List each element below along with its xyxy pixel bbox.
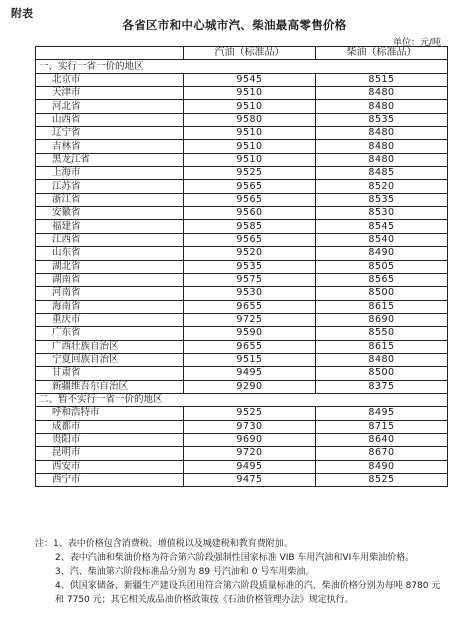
price-table	[35, 46, 448, 487]
gasoline-price-cell: 9655	[184, 340, 316, 353]
gasoline-price-cell: 9655	[184, 300, 316, 313]
unit-label: 单位：元/吨	[392, 38, 441, 48]
region-cell: 海南省	[36, 300, 184, 313]
diesel-price-cell: 8485	[316, 167, 448, 180]
region-cell: 甘肃省	[36, 367, 184, 380]
gasoline-price-cell: 9590	[184, 327, 316, 340]
diesel-price-cell: 8690	[316, 313, 448, 326]
note-3: 3、汽、柴油第六阶段标准品分别为 89 号汽油和 0 号车用柴油。	[55, 567, 315, 577]
gasoline-price-cell: 9510	[184, 140, 316, 153]
header-region	[36, 47, 184, 60]
gasoline-price-cell: 9525	[184, 407, 316, 420]
header-gasoline: 汽油（标准品）	[184, 47, 316, 60]
table-row	[36, 407, 448, 420]
region-cell: 西安市	[36, 460, 184, 473]
table-row	[36, 300, 448, 313]
table-row	[36, 420, 448, 433]
region-cell: 成都市	[36, 420, 184, 433]
gasoline-price-cell: 9535	[184, 260, 316, 273]
table-row	[36, 87, 448, 100]
table-row	[36, 140, 448, 153]
diesel-price-cell: 8490	[316, 247, 448, 260]
table-row	[36, 233, 448, 246]
table-row	[36, 273, 448, 286]
region-cell: 贵阳市	[36, 433, 184, 446]
gasoline-price-cell: 9510	[184, 100, 316, 113]
table-row	[36, 193, 448, 206]
gasoline-price-cell: 9475	[184, 474, 316, 487]
diesel-price-cell: 8375	[316, 380, 448, 393]
gasoline-price-cell: 9510	[184, 87, 316, 100]
region-cell: 河北省	[36, 100, 184, 113]
table-row	[36, 340, 448, 353]
table-row	[36, 113, 448, 126]
gasoline-price-cell: 9585	[184, 220, 316, 233]
note-1: 注：1、表中价格包含消费税、增值税以及城建税和教育费附加。	[35, 539, 293, 549]
diesel-price-cell: 8550	[316, 327, 448, 340]
table-row	[36, 287, 448, 300]
gasoline-price-cell: 9575	[184, 273, 316, 286]
note-2: 2、表中汽油和柴油价格为符合第六阶段强制性国家标准 VIB 车用汽油和VI车用柴油价格。	[55, 553, 415, 563]
table-row	[36, 247, 448, 260]
diesel-price-cell: 8490	[316, 460, 448, 473]
gasoline-price-cell: 9725	[184, 313, 316, 326]
gasoline-price-cell: 9510	[184, 153, 316, 166]
table-row	[36, 260, 448, 273]
appendix-label: 附表	[11, 7, 33, 20]
table-row	[36, 380, 448, 393]
region-cell: 北京市	[36, 73, 184, 86]
section-row	[36, 393, 448, 406]
region-cell: 天津市	[36, 87, 184, 100]
diesel-price-cell: 8500	[316, 367, 448, 380]
diesel-price-cell: 8480	[316, 140, 448, 153]
diesel-price-cell: 8530	[316, 207, 448, 220]
gasoline-price-cell: 9525	[184, 167, 316, 180]
notes	[35, 537, 447, 607]
table-row	[36, 433, 448, 446]
gasoline-price-cell: 9290	[184, 380, 316, 393]
header-row	[36, 47, 448, 60]
table-row	[36, 153, 448, 166]
table-row	[36, 460, 448, 473]
table-row	[36, 167, 448, 180]
table-row	[36, 100, 448, 113]
gasoline-price-cell: 9560	[184, 207, 316, 220]
table-body	[36, 60, 448, 487]
region-cell: 吉林省	[36, 140, 184, 153]
section-title: 二、暂不实行一省一价的地区	[36, 393, 448, 406]
diesel-price-cell: 8565	[316, 273, 448, 286]
gasoline-price-cell: 9515	[184, 353, 316, 366]
region-cell: 广东省	[36, 327, 184, 340]
diesel-price-cell: 8525	[316, 474, 448, 487]
diesel-price-cell: 8535	[316, 113, 448, 126]
diesel-price-cell: 8535	[316, 193, 448, 206]
region-cell: 山西省	[36, 113, 184, 126]
table-title: 各省区市和中心城市汽、柴油最高零售价格	[122, 18, 347, 32]
diesel-price-cell: 8505	[316, 260, 448, 273]
region-cell: 宁夏回族自治区	[36, 353, 184, 366]
gasoline-price-cell: 9730	[184, 420, 316, 433]
diesel-price-cell: 8715	[316, 420, 448, 433]
diesel-price-cell: 8615	[316, 300, 448, 313]
region-cell: 黑龙江省	[36, 153, 184, 166]
gasoline-price-cell: 9580	[184, 113, 316, 126]
gasoline-price-cell: 9545	[184, 73, 316, 86]
diesel-price-cell: 8480	[316, 127, 448, 140]
region-cell: 重庆市	[36, 313, 184, 326]
note-4: 4、供国家储备、新疆生产建设兵团用符合第六阶段质量标准的汽、柴油价格分别为每吨 8780 元和 7750 元；其它相关成品油价格政策按《石油价格管理办法》规定执行。	[55, 581, 441, 605]
header-diesel: 柴油（标准品）	[316, 47, 448, 60]
gasoline-price-cell: 9565	[184, 180, 316, 193]
region-cell: 上海市	[36, 167, 184, 180]
gasoline-price-cell: 9565	[184, 193, 316, 206]
region-cell: 山东省	[36, 247, 184, 260]
diesel-price-cell: 8520	[316, 180, 448, 193]
table-row	[36, 367, 448, 380]
table-row	[36, 447, 448, 460]
diesel-price-cell: 8515	[316, 73, 448, 86]
gasoline-price-cell: 9565	[184, 233, 316, 246]
region-cell: 江西省	[36, 233, 184, 246]
diesel-price-cell: 8640	[316, 433, 448, 446]
diesel-price-cell: 8480	[316, 153, 448, 166]
diesel-price-cell: 8540	[316, 233, 448, 246]
gasoline-price-cell: 9520	[184, 247, 316, 260]
region-cell: 浙江省	[36, 193, 184, 206]
table-row	[36, 207, 448, 220]
region-cell: 新疆维吾尔自治区	[36, 380, 184, 393]
region-cell: 昆明市	[36, 447, 184, 460]
region-cell: 呼和浩特市	[36, 407, 184, 420]
diesel-price-cell: 8480	[316, 100, 448, 113]
gasoline-price-cell: 9495	[184, 460, 316, 473]
region-cell: 福建省	[36, 220, 184, 233]
region-cell: 湖南省	[36, 273, 184, 286]
table-row	[36, 220, 448, 233]
region-cell: 湖北省	[36, 260, 184, 273]
gasoline-price-cell: 9690	[184, 433, 316, 446]
table-row	[36, 180, 448, 193]
region-cell: 辽宁省	[36, 127, 184, 140]
region-cell: 安徽省	[36, 207, 184, 220]
region-cell: 江苏省	[36, 180, 184, 193]
diesel-price-cell: 8670	[316, 447, 448, 460]
region-cell: 广西壮族自治区	[36, 340, 184, 353]
diesel-price-cell: 8480	[316, 353, 448, 366]
table-row	[36, 127, 448, 140]
diesel-price-cell: 8615	[316, 340, 448, 353]
region-cell: 西宁市	[36, 474, 184, 487]
diesel-price-cell: 8500	[316, 287, 448, 300]
gasoline-price-cell: 9510	[184, 127, 316, 140]
table-row	[36, 327, 448, 340]
table-row	[36, 353, 448, 366]
gasoline-price-cell: 9530	[184, 287, 316, 300]
region-cell: 河南省	[36, 287, 184, 300]
table-row	[36, 73, 448, 86]
diesel-price-cell: 8495	[316, 407, 448, 420]
table-row	[36, 474, 448, 487]
gasoline-price-cell: 9495	[184, 367, 316, 380]
table-row	[36, 313, 448, 326]
diesel-price-cell: 8480	[316, 87, 448, 100]
section-row	[36, 60, 448, 73]
diesel-price-cell: 8545	[316, 220, 448, 233]
gasoline-price-cell: 9720	[184, 447, 316, 460]
section-title: 一、实行一省一价的地区	[36, 60, 448, 73]
